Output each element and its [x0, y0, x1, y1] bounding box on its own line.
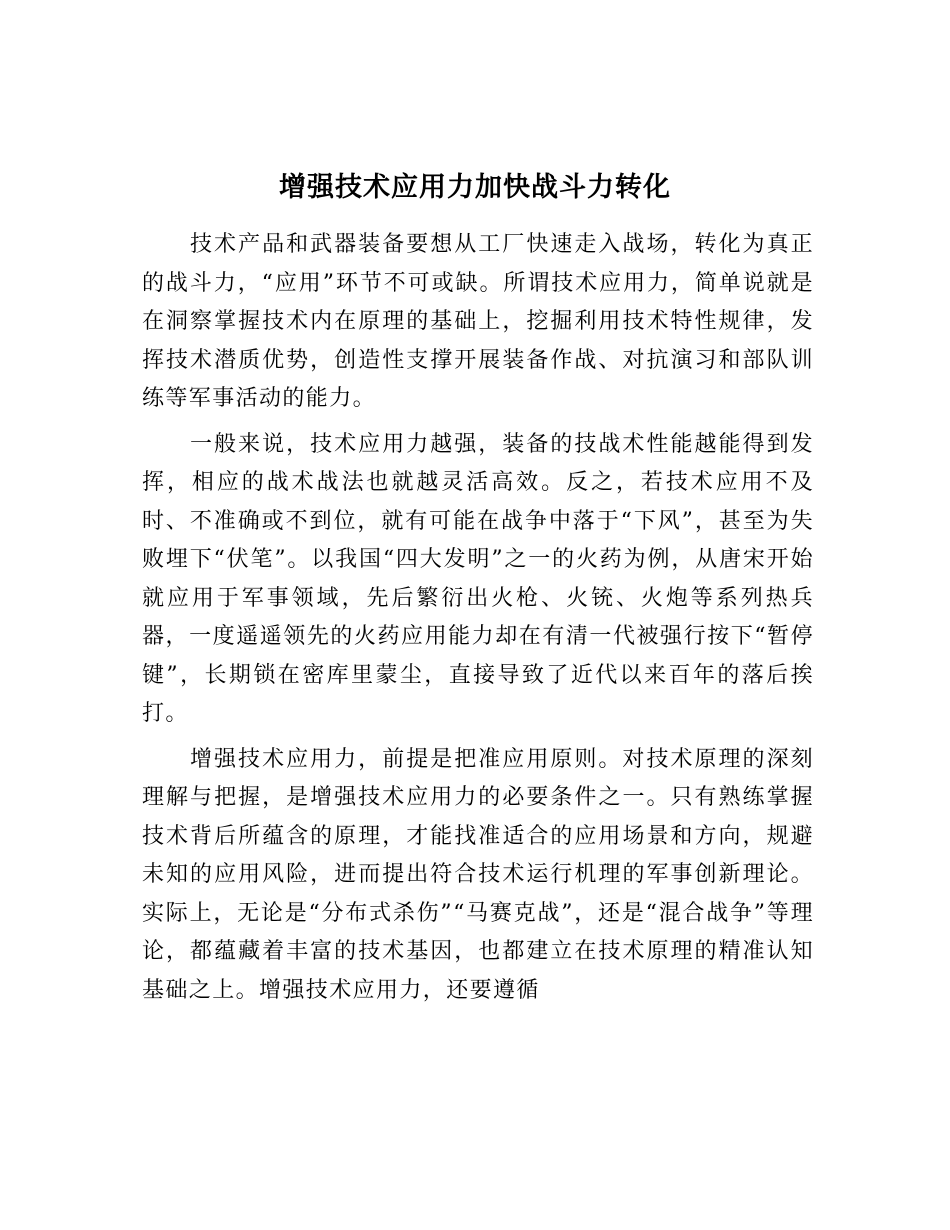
article-body	[142, 226, 814, 1017]
paragraph-3: 增强技术应用力，前提是把准应用原则。对技术原理的深刻理解与把握，是增强技术应用力的必要条件之一。只有熟练掌握技术背后所蕴含的原理，才能找准适合的应用场景和方向，规避未知的应用风险，进而提出符合技术运行机理的军事创新理论。实际上，无论是“分布式杀伤”“马赛克战”，还是“混合战争”等理论，都蕴藏着丰富的技术基因，也都建立在技术原理的精准认知基础之上。增强技术应用力，还要遵循	[142, 746, 814, 1003]
page-title: 增强技术应用力加快战斗力转化	[279, 172, 671, 203]
paragraph-2: 一般来说，技术应用力越强，装备的技战术性能越能得到发挥，相应的战术战法也就越灵活高效。反之，若技术应用不及时、不准确或不到位，就有可能在战争中落于“下风”，甚至为失败埋下“伏笔”。以我国“四大发明”之一的火药为例，从唐宋开始就应用于军事领域，先后繁衍出火枪、火铳、火炮等系列热兵器，一度遥遥领先的火药应用能力却在有清一代被强行按下“暂停键”，长期锁在密库里蒙尘，直接导致了近代以来百年的落后挨打。	[142, 431, 814, 726]
paragraph-1: 技术产品和武器装备要想从工厂快速走入战场，转化为真正的战斗力，“应用”环节不可或缺。所谓技术应用力，简单说就是在洞察掌握技术内在原理的基础上，挖掘利用技术特性规律，发挥技术潜质优势，创造性支撑开展装备作战、对抗演习和部队训练等军事活动的能力。	[142, 232, 814, 411]
